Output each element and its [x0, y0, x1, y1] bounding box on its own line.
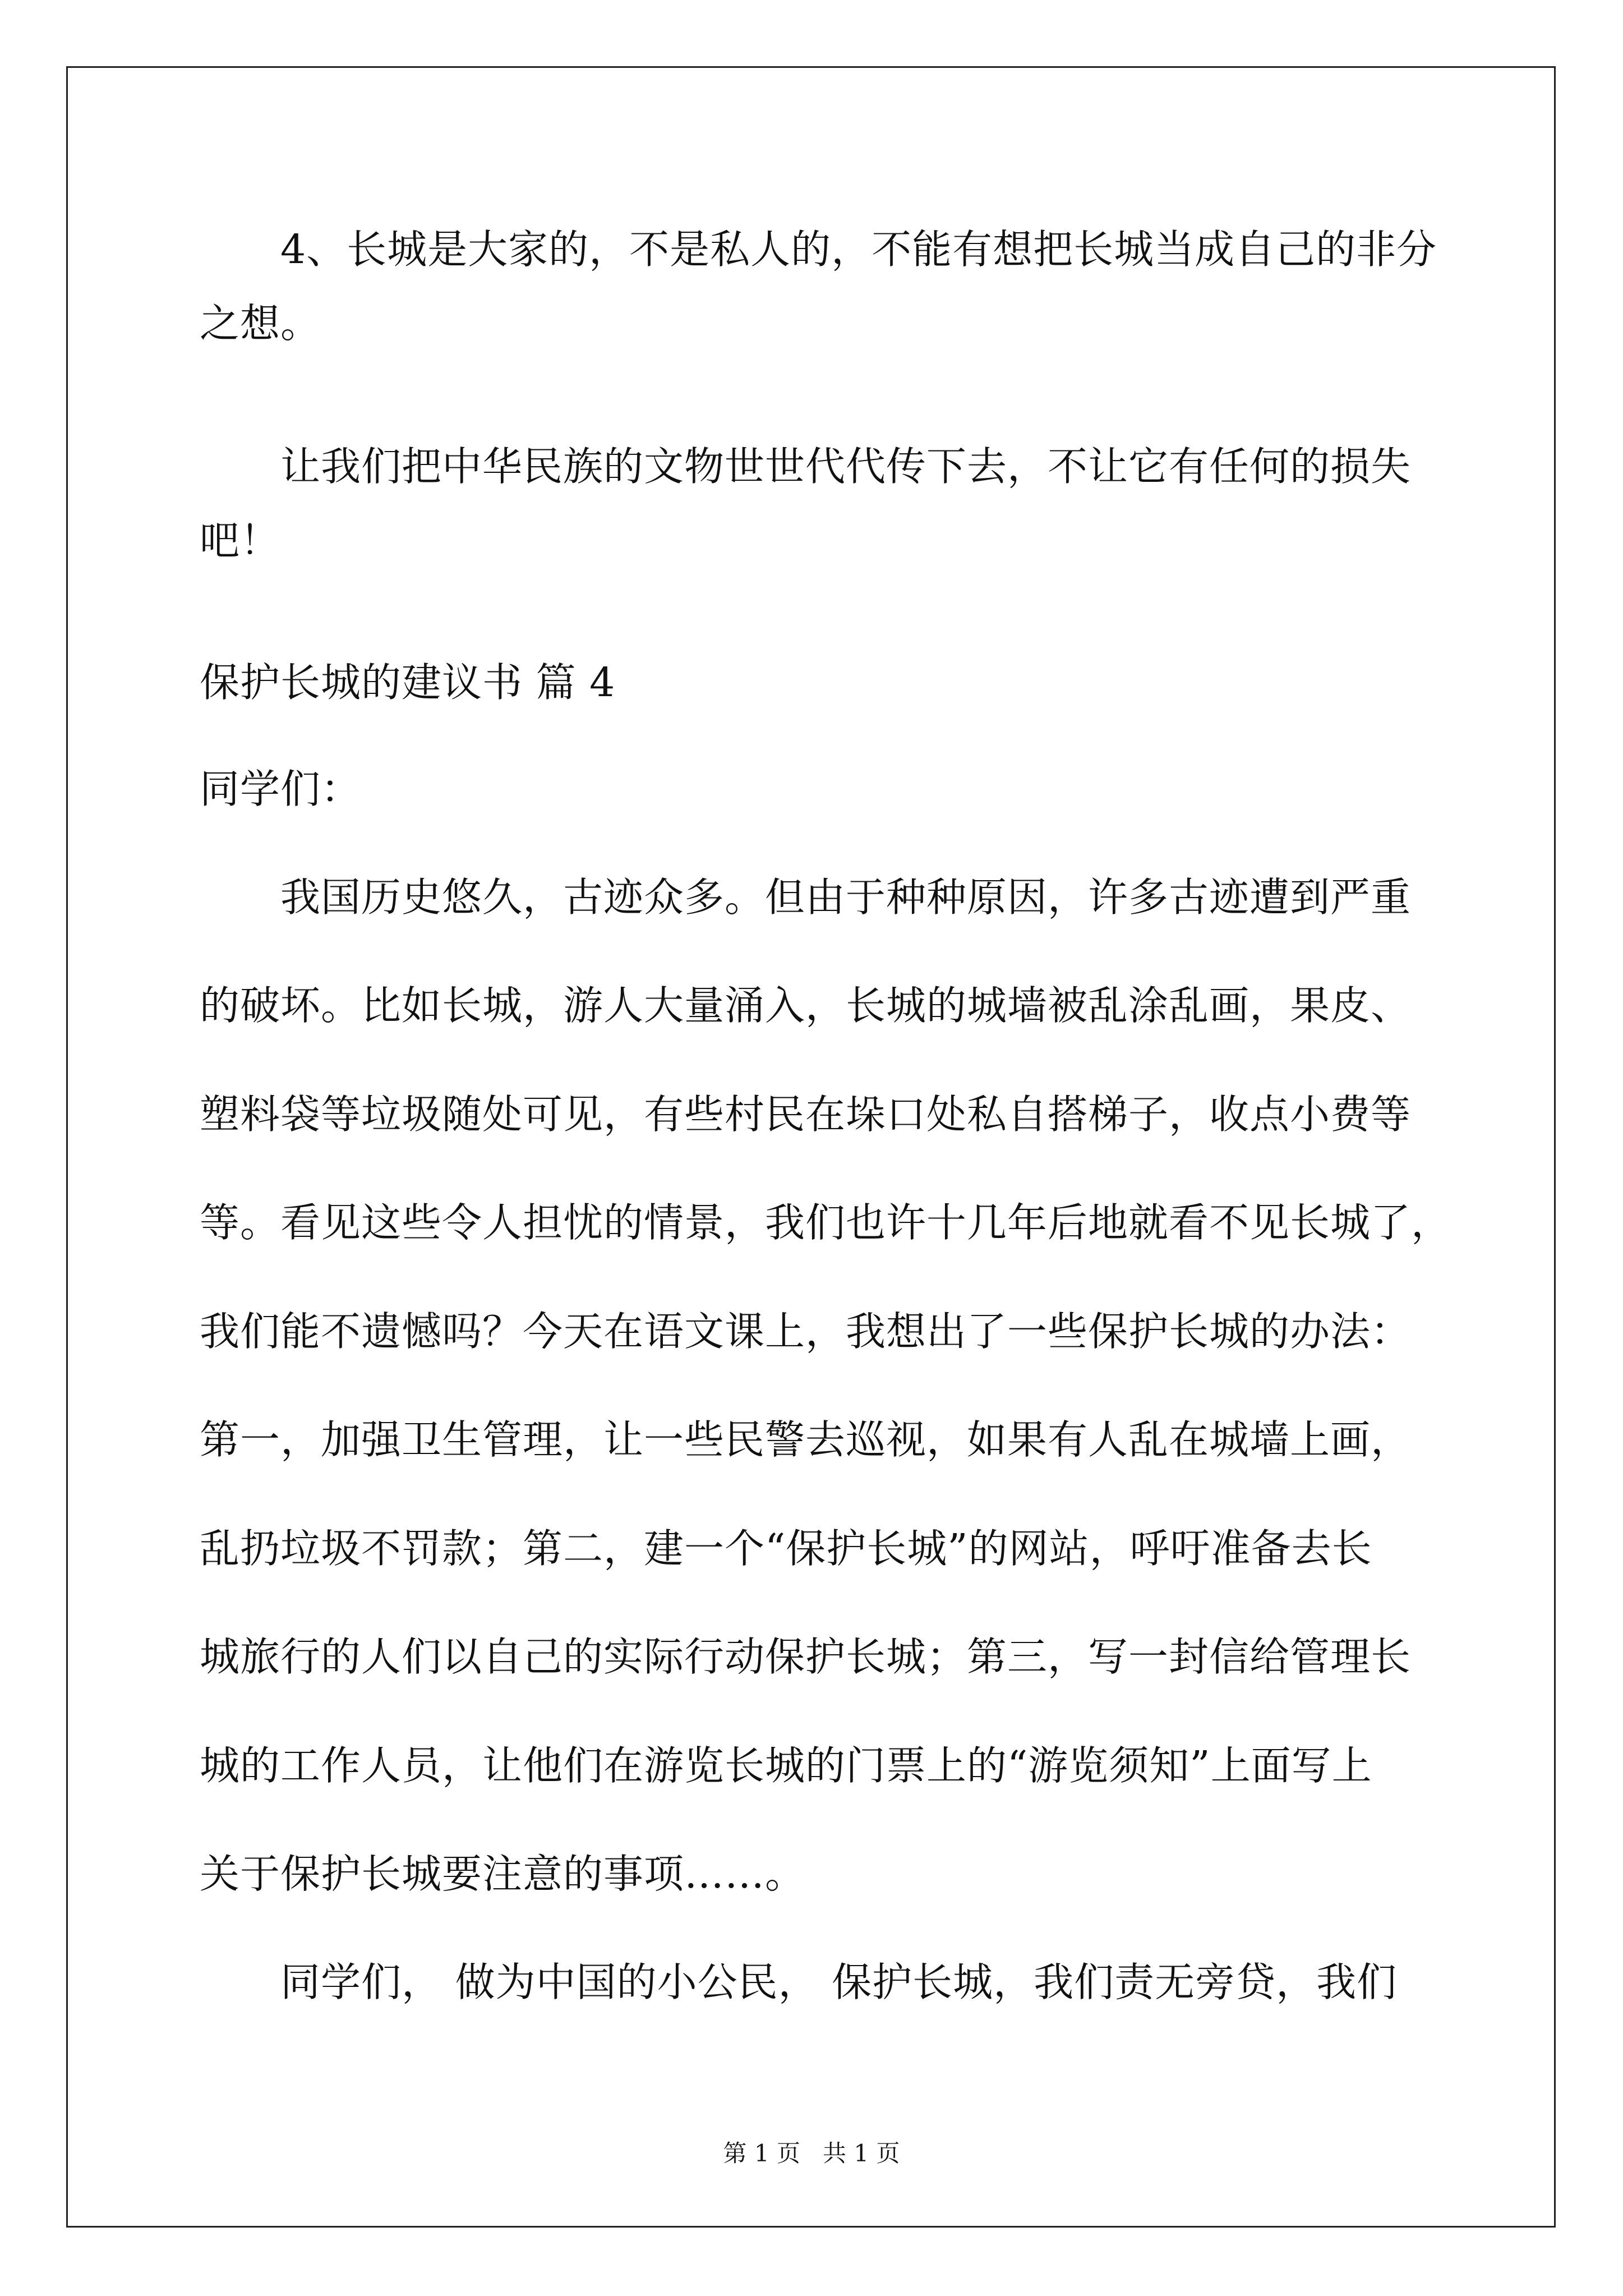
page-number-footer: 第 1 页 共 1 页: [723, 2139, 900, 2167]
paragraph-line: 吧！: [200, 517, 281, 564]
paragraph-line: 乱扔垃圾不罚款；第二，建一个“保护长城”的网站，呼吁准备去长: [200, 1525, 1372, 1572]
paragraph-line: 等。看见这些令人担忧的情景，我们也许十几年后地就看不见长城了，: [200, 1199, 1452, 1246]
paragraph-line: 关于保护长城要注意的事项……。: [200, 1851, 806, 1897]
salutation: 同学们：: [200, 766, 362, 812]
paragraph-line: 我国历史悠久，古迹众多。但由于种种原因，许多古迹遭到严重: [280, 874, 1412, 921]
paragraph-line: 的破坏。比如长城，游人大量涌入，长城的城墙被乱涂乱画，果皮、: [200, 982, 1412, 1029]
paragraph-line: 塑料袋等垃圾随处可见，有些村民在垛口处私自搭梯子，收点小费等: [200, 1091, 1412, 1138]
paragraph-line: 第一，加强卫生管理，让一些民警去巡视，如果有人乱在城墙上画，: [200, 1416, 1412, 1463]
paragraph-line: 之想。: [200, 300, 321, 347]
section-title: 保护长城的建议书 篇 4: [200, 659, 616, 706]
paragraph-line: 让我们把中华民族的文物世世代代传下去，不让它有任何的损失: [280, 443, 1412, 490]
paragraph-line: 我们能不遗憾吗？今天在语文课上，我想出了一些保护长城的办法：: [200, 1308, 1412, 1355]
paragraph-line: 城的工作人员，让他们在游览长城的门票上的“游览须知”上面写上: [200, 1742, 1372, 1789]
page-border: [66, 66, 1556, 2228]
paragraph-line: 4、长城是大家的，不是私人的，不能有想把长城当成自己的非分: [280, 226, 1437, 273]
paragraph-line: 城旅行的人们以自己的实际行动保护长城；第三，写一封信给管理长: [200, 1634, 1412, 1680]
paragraph-line: 同学们， 做为中国的小公民， 保护长城，我们责无旁贷，我们: [280, 1959, 1398, 2005]
